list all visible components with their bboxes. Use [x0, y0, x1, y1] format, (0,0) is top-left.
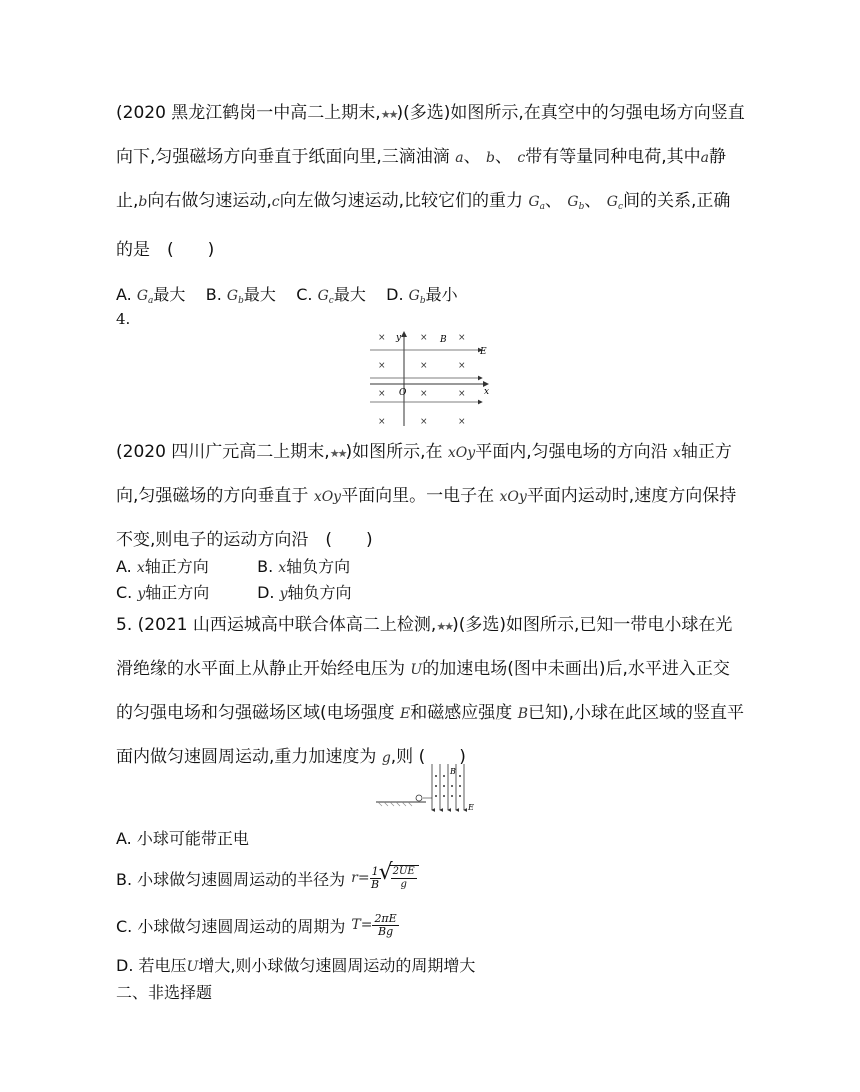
svg-text:O: O — [399, 388, 407, 398]
svg-text:x: x — [484, 387, 490, 397]
difficulty-star-icon: ★★ — [380, 108, 397, 121]
svg-text:×: × — [378, 333, 386, 343]
q5-stem: 5. (2021 山西运城高中联合体高二上检测,★★)(多选)如图所示,已知一带电小球在光滑绝缘的水平面上从静止开始经电压为 U的加速电场(图中未画出)后,水平进入正交的匀强电场和匀强磁场区域(电场强度 E和磁感应强度 B已知),小球在此区域的竖直平面内做匀速圆周运动,重力加速度为 g,则 ( ) — [116, 615, 745, 767]
q3-option-a[interactable]: A. $G_a$最大 — [116, 285, 186, 306]
q3-option-d[interactable]: D. $G_b$最小 — [386, 285, 458, 306]
svg-text:E: E — [468, 803, 474, 812]
q3-option-c[interactable]: C. $G_c$最大 — [296, 285, 366, 306]
svg-text:E: E — [480, 347, 487, 357]
q4-options-row1 — [116, 554, 350, 577]
svg-text:B: B — [440, 335, 447, 345]
q4-option-d[interactable]: D. y轴负方向 — [257, 583, 352, 602]
svg-text:×: × — [458, 417, 466, 427]
magnetic-field-crosses — [378, 333, 466, 427]
q5-option-a[interactable]: A. 小球可能带正电 — [116, 829, 249, 848]
fraction-1-over-B: $\frac{1}{B}$ — [371, 864, 380, 891]
svg-text:×: × — [378, 389, 386, 399]
svg-text:×: × — [378, 417, 386, 427]
svg-text:×: × — [420, 417, 428, 427]
svg-text:×: × — [378, 361, 386, 371]
q5-option-b[interactable]: B. 小球做匀速圆周运动的半径为 r= $\frac{1}{B}$ √ $\frac{2UE}{g}$ — [116, 858, 419, 898]
q3-option-b[interactable]: B. $G_b$最大 — [205, 285, 276, 306]
q4-option-b[interactable]: B. x轴负方向 — [257, 557, 351, 576]
svg-text:y: y — [396, 333, 402, 343]
svg-text:×: × — [420, 389, 428, 399]
section-title: 二、非选择题 — [116, 983, 213, 1002]
q3-source: (2020 黑龙江鹤岗一中高二上期末, — [116, 103, 381, 123]
svg-text:×: × — [420, 361, 428, 371]
svg-text:B: B — [450, 767, 456, 776]
q4-options-row2 — [116, 580, 352, 603]
q5-option-d[interactable]: D. 若电压U增大,则小球做匀速圆周运动的周期增大 — [116, 956, 476, 975]
q5-field-figure — [374, 762, 490, 814]
fraction-period: $\frac{2\pi E}{Bg}$ — [374, 911, 397, 938]
svg-text:×: × — [458, 333, 466, 343]
svg-text:×: × — [420, 333, 428, 343]
q4-stem: (2020 四川广元高二上期末,★★)如图所示,在 xOy平面内,匀强电场的方向沿 x轴正方向,匀强磁场的方向垂直于 xOy平面向里。一电子在 xOy平面内运动时,速度方向保持不变,则电子的运动方向沿 ( ) — [116, 442, 737, 550]
difficulty-star-icon: ★★ — [329, 447, 346, 460]
q3-options — [116, 282, 458, 306]
q4-number: 4. — [116, 310, 131, 328]
difficulty-star-icon: ★★ — [436, 620, 453, 633]
sqrt-expression: √ $\frac{2UE}{g}$ — [389, 865, 419, 891]
q4-option-c[interactable]: C. y轴正方向 — [116, 583, 210, 602]
svg-text:×: × — [458, 361, 466, 371]
q5-option-c[interactable]: C. 小球做匀速圆周运动的周期为 T= $\frac{2\pi E}{Bg}$ — [116, 911, 397, 938]
q4-field-figure — [368, 328, 494, 428]
charged-ball — [416, 795, 422, 801]
q3-stem: (2020 黑龙江鹤岗一中高二上期末,★★)(多选)如图所示,在真空中的匀强电场方向竖直向下,匀强磁场方向垂直于纸面向里,三滴油滴 a、 b、 c带有等量同种电荷,其中a静止,b向右做匀速运动,c向左做匀速运动,比较它们的重力 $G_a$、 $G_b$、 $G_c$间的关系,正确的是 ( ) — [116, 103, 745, 260]
svg-text:×: × — [458, 389, 466, 399]
q4-option-a[interactable]: A. x轴正方向 — [116, 557, 209, 576]
